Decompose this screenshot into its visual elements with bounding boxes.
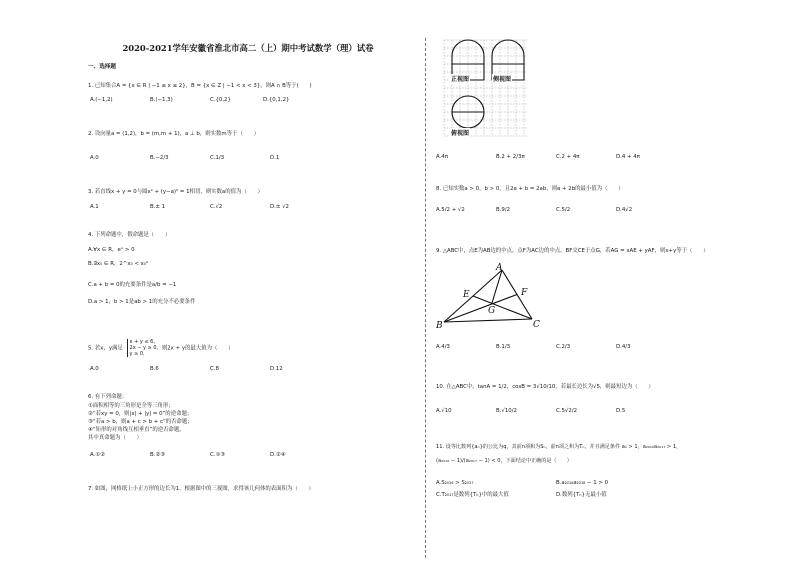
question-4-option-d: D.a > 1，b > 1是ab > 1的充分不必要条件 xyxy=(88,299,196,305)
question-6-item-2: ②“若xy = 0，则|x| + |y| = 0”的逆命题； xyxy=(88,411,193,417)
column-divider xyxy=(425,38,426,558)
option-a: A.1 xyxy=(90,204,99,210)
option-b: B.a₂₀₁₆a₂₀₁₈ − 1 > 0 xyxy=(556,480,609,486)
question-10: 10. 在△ABC中，tanA = 1/2，cosB = 3√10/10，若最长边长为√5，则最短边为（ ） xyxy=(436,384,654,390)
front-view-label: 正视图 xyxy=(451,76,470,83)
option-b: B.−2/3 xyxy=(150,155,169,161)
option-d: D.②④ xyxy=(270,452,286,458)
section-heading: 一、选择题 xyxy=(88,64,116,70)
question-6: 6. 有下列命题： xyxy=(88,394,128,400)
option-d: D.4√2 xyxy=(616,207,633,213)
option-c: C.1/3 xyxy=(210,155,225,161)
three-views-figure xyxy=(442,38,530,142)
option-d: D.4 + 4π xyxy=(616,154,640,160)
option-d: D.1 xyxy=(270,155,280,161)
question-5-stem: 5. 若x，y满足 xyxy=(88,345,123,352)
question-5-tail: 则2x + y的最大值为（ ） xyxy=(161,345,234,352)
option-b: B.(−1,3) xyxy=(150,97,173,103)
vertex-a: A xyxy=(496,263,503,273)
option-c: C.2/3 xyxy=(556,344,571,350)
option-a: A.①② xyxy=(90,452,105,458)
option-a: A.(−1,2) xyxy=(90,97,113,103)
option-d: D.5 xyxy=(616,408,626,414)
question-6-item-1: ①面积相等的三角形是全等三角形； xyxy=(88,403,174,409)
option-d: D.{0,1,2} xyxy=(263,97,290,103)
constraint-2: 2x − y ≥ 0, xyxy=(129,345,159,351)
question-11: 11. 设等比数列{aₙ}的公比为q，其前n项和为Sₙ，前n项之积为Tₙ，并且满足条件 a₁ > 1，a₂₀₁₆a₂₀₁₇ > 1， xyxy=(436,444,682,450)
constraint-system xyxy=(127,339,159,357)
option-d: D.4/3 xyxy=(616,344,631,350)
option-a: A.0 xyxy=(90,155,99,161)
option-c: C.T₂₀₁₇是数列{Tₙ}中的最大值 xyxy=(436,492,509,498)
question-4: 4. 下列命题中，假命题是（ ） xyxy=(88,232,171,238)
option-d: D.± √2 xyxy=(270,204,289,210)
point-f: F xyxy=(521,288,528,298)
question-1: 1. 已知集合A = {x ∈ R | −1 ≤ x ≤ 2}，B = {x ∈ Z | −1 < x < 3}，则A ∩ B等于( ) xyxy=(88,83,312,89)
option-a: A.4/3 xyxy=(436,344,450,350)
option-c: C.5√2/2 xyxy=(556,408,578,414)
option-c: C.{0,2} xyxy=(210,97,231,103)
option-b: B.6 xyxy=(150,366,159,372)
question-3: 3. 若直线x + y = 0与圆x² + (y−a)² = 1相切，则实数a的值为（ ） xyxy=(88,189,263,195)
question-4-option-c: C.a + b = 0的充要条件是a/b = −1 xyxy=(88,282,177,288)
top-view-label: 俯视图 xyxy=(451,130,470,137)
point-g: G xyxy=(488,306,496,316)
option-c: C.①③ xyxy=(210,452,226,458)
option-a: A.√10 xyxy=(436,408,452,414)
option-b: B.√10/2 xyxy=(496,408,517,414)
question-2: 2. 设向量a = (1,2)，b = (m,m + 1)，a ⊥ b，则实数m等于（ ） xyxy=(88,131,260,137)
option-d: D.数列{Tₙ}无最小值 xyxy=(556,492,607,498)
triangle-figure xyxy=(436,262,542,330)
option-d: D.12 xyxy=(270,366,283,372)
three-views-drawing xyxy=(442,38,530,142)
option-a: A.S₂₀₁₆ > S₂₀₁₇ xyxy=(436,480,474,486)
option-c: C.2 + 4π xyxy=(556,154,580,160)
side-view-label: 侧视图 xyxy=(493,76,512,83)
question-4-option-b: B.∃x₀ ∈ R，2^x₀ < x₀² xyxy=(88,261,149,267)
option-a: A.4π xyxy=(436,154,448,160)
option-b: B.1/3 xyxy=(496,344,511,350)
option-a: A.5/2 + √2 xyxy=(436,207,465,213)
option-b: B.± 1 xyxy=(150,204,166,210)
vertex-c: C xyxy=(533,320,540,330)
constraint-1: x + y ≤ 6, xyxy=(129,339,155,345)
option-b: B.2 + 2/3π xyxy=(496,154,525,160)
question-6-prompt: 其中真命题为（ ） xyxy=(88,435,142,441)
option-c: C.5/2 xyxy=(556,207,571,213)
option-b: B.9/2 xyxy=(496,207,511,213)
question-8: 8. 已知实数a > 0，b > 0，且2a + b = 2ab，则a + 2b的最小值为（ ） xyxy=(436,186,624,192)
option-a: A.0 xyxy=(90,366,99,372)
option-c: C.√2 xyxy=(210,204,223,210)
question-11-condition: (a₂₀₁₆ − 1)/(a₂₀₁₇ − 1) < 0，下面结论中正确的是（ ） xyxy=(436,458,572,464)
question-6-item-3: ③“若a > b，则a + c > b + c”的否命题； xyxy=(88,419,193,425)
question-5 xyxy=(88,339,234,357)
question-7: 7. 如图，网格纸上小正方形的边长为1，根据图中的三视图，求得该几何体的表面积为（ ） xyxy=(88,486,314,492)
constraint-3: y ≥ 0, xyxy=(129,351,145,357)
question-4-option-a: A.∀x ∈ R，eˣ > 0 xyxy=(88,247,135,253)
exam-title: 2020-2021学年安徽省淮北市高二（上）期中考试数学（理）试卷 xyxy=(122,43,374,53)
point-e: E xyxy=(463,290,470,300)
vertex-b: B xyxy=(436,321,443,330)
option-c: C.8 xyxy=(210,366,219,372)
option-b: B.②③ xyxy=(150,452,166,458)
question-6-item-4: ④“矩形的对角线互相垂直”的逆否命题， xyxy=(88,427,185,433)
question-9: 9. △ABC中，点E为AB边的中点，点F为AC边的中点，BF交CE于点G，若AG = xAE + yAF，则x+y等于（ ） xyxy=(436,248,709,254)
